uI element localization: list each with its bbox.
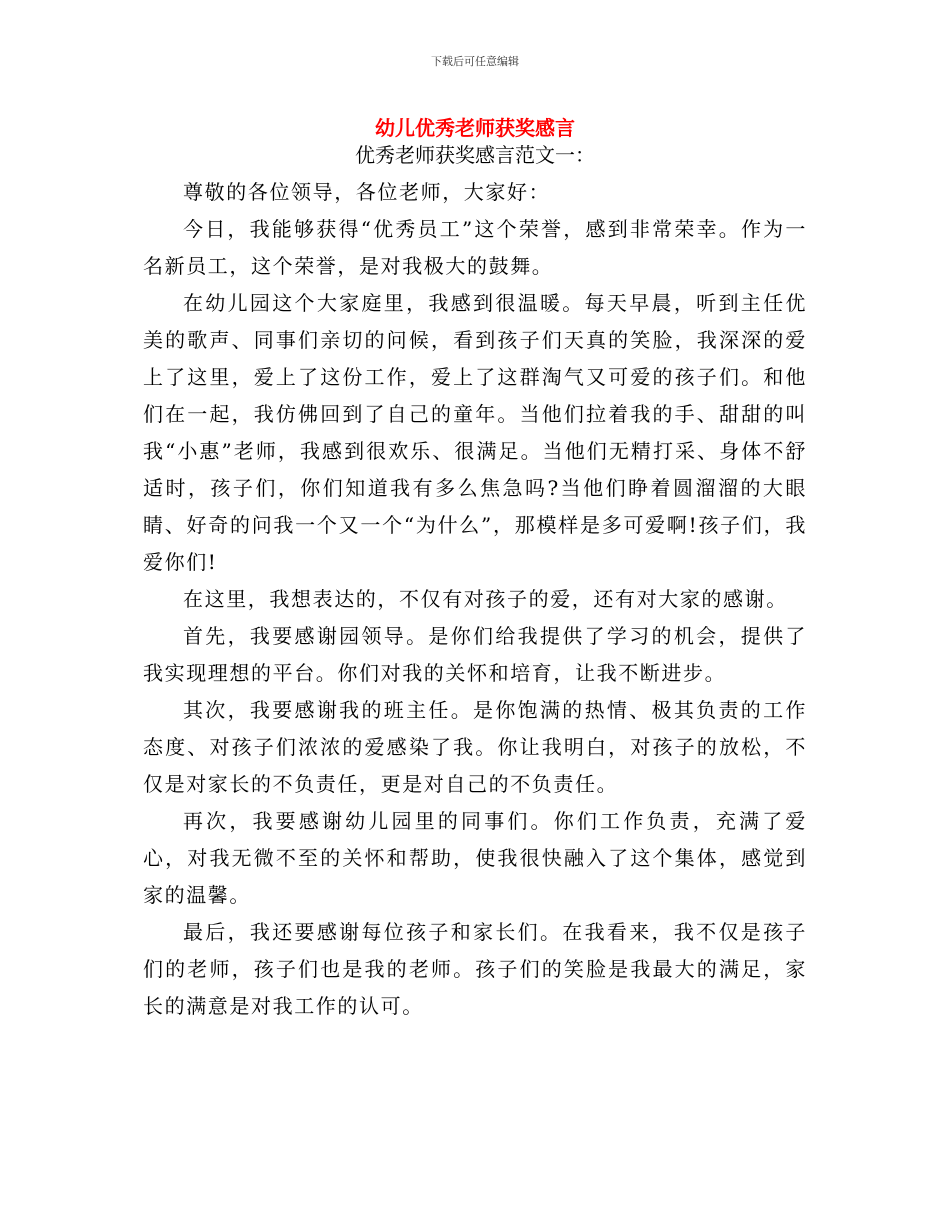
paragraph: 在幼儿园这个大家庭里，我感到很温暖。每天早晨，听到主任优美的歌声、同事们亲切的问候，看到孩子们天真的笑脸，我深深的爱上了这里，爱上了这份工作，爱上了这群淘气又可爱的孩子们。和他们在一起，我仿佛回到了自己的童年。当他们拉着我的手、甜甜的叫我“小惠”老师，我感到很欢乐、很满足。当他们无精打采、身体不舒适时，孩子们，你们知道我有多么焦急吗?当他们睁着圆溜溜的大眼睛、好奇的问我一个又一个“为什么”，那模样是多可爱啊!孩子们，我爱你们! bbox=[143, 291, 807, 574]
document-body bbox=[143, 174, 807, 1025]
paragraph-greeting: 尊敬的各位领导，各位老师，大家好： bbox=[183, 180, 551, 204]
document-subtitle: 优秀老师获奖感言范文一： bbox=[355, 143, 595, 167]
paragraph: 再次，我要感谢幼儿园里的同事们。你们工作负责，充满了爱心，对我无微不至的关怀和帮助，使我很快融入了这个集体，感觉到家的温馨。 bbox=[143, 809, 807, 907]
paragraph: 首先，我要感谢园领导。是你们给我提供了学习的机会，提供了我实现理想的平台。你们对我的关怀和培育，让我不断进步。 bbox=[143, 624, 807, 685]
paragraph: 今日，我能够获得“优秀员工”这个荣誉，感到非常荣幸。作为一名新员工，这个荣誉，是对我极大的鼓舞。 bbox=[143, 217, 807, 278]
document-title: 幼儿优秀老师获奖感言 bbox=[375, 116, 575, 140]
header-note: 下载后可任意编辑 bbox=[431, 55, 519, 68]
paragraph: 最后，我还要感谢每位孩子和家长们。在我看来，我不仅是孩子们的老师，孩子们也是我的老师。孩子们的笑脸是我最大的满足，家长的满意是对我工作的认可。 bbox=[143, 920, 807, 1018]
paragraph: 在这里，我想表达的，不仅有对孩子的爱，还有对大家的感谢。 bbox=[183, 587, 788, 611]
paragraph: 其次，我要感谢我的班主任。是你饱满的热情、极其负责的工作态度、对孩子们浓浓的爱感染了我。你让我明白，对孩子的放松，不仅是对家长的不负责任，更是对自己的不负责任。 bbox=[143, 698, 807, 796]
